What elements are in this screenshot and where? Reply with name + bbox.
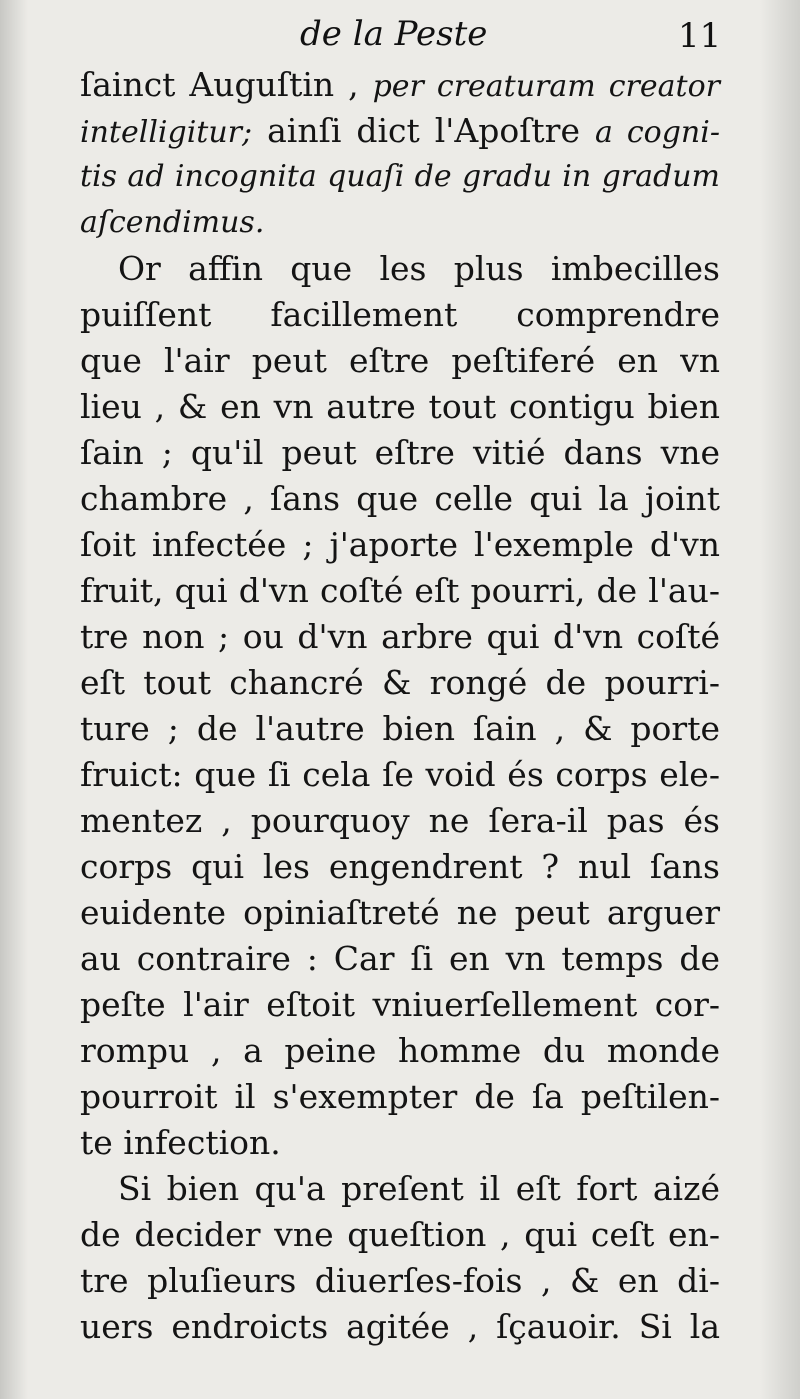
text-line: lieu , & en vn autre tout contigu bien xyxy=(80,387,720,426)
text-line: tis ad incognita quaſi de gradu in gradum xyxy=(80,159,720,194)
text-line: peſte l'air eſtoit vniuerſellement cor- xyxy=(80,985,720,1024)
running-title: de la Peste xyxy=(300,14,488,54)
text-line: au contraire : Car ſi en vn temps de xyxy=(80,939,720,978)
text-line: corps qui les engendrent ? nul ſans xyxy=(80,847,720,886)
text-line: pourroit il s'exempter de ſa peſtilen- xyxy=(80,1077,720,1116)
text-line: de decider vne queſtion , qui ceſt en- xyxy=(80,1215,720,1254)
text-line: uers endroicts agitée , ſçauoir. Si la xyxy=(80,1307,720,1346)
text-line: chambre , ſans que celle qui la joint xyxy=(80,479,720,518)
text-line: tre pluſieurs diuerſes-fois , & en di- xyxy=(80,1261,720,1300)
text-line: fruict: que ſi cela ſe void és corps ele- xyxy=(80,755,720,794)
text-line: fruit, qui d'vn coſté eſt pourri, de l'au- xyxy=(80,571,720,610)
text-line: ture ; de l'autre bien ſain , & porte xyxy=(80,709,720,748)
text-line: que l'air peut eſtre peſtiferé en vn xyxy=(80,341,720,380)
text-line: te infection. xyxy=(80,1123,281,1162)
text-line: tre non ; ou d'vn arbre qui d'vn coſté xyxy=(80,617,720,656)
gutter-shadow xyxy=(0,0,28,1399)
text-line: ſainct Auguſtin , per creaturam creator xyxy=(80,65,720,104)
page-number: 11 xyxy=(678,16,722,56)
text-line: mentez , pourquoy ne ſera-il pas és xyxy=(80,801,720,840)
text-line: ſain ; qu'il peut eſtre vitié dans vne xyxy=(80,433,720,472)
edge-shadow xyxy=(760,0,800,1399)
text-line: ſoit infectée ; j'aporte l'exemple d'vn xyxy=(80,525,720,564)
text-line: rompu , a peine homme du monde xyxy=(80,1031,720,1070)
text-line: euidente opiniaſtreté ne peut arguer xyxy=(80,893,720,932)
body-text xyxy=(80,62,720,1350)
paragraph-start-line: Or affin que les plus imbecilles xyxy=(118,249,720,288)
text-line: eſt tout chancré & rongé de pourri- xyxy=(80,663,720,702)
text-line: intelligitur; ainſi dict l'Apoſtre a cogni- xyxy=(80,111,720,150)
paragraph-start-line: Si bien qu'a preſent il eſt fort aizé xyxy=(118,1169,720,1208)
text-line: puiſſent facillement comprendre xyxy=(80,295,720,334)
text-line: aſcendimus. xyxy=(80,205,265,240)
